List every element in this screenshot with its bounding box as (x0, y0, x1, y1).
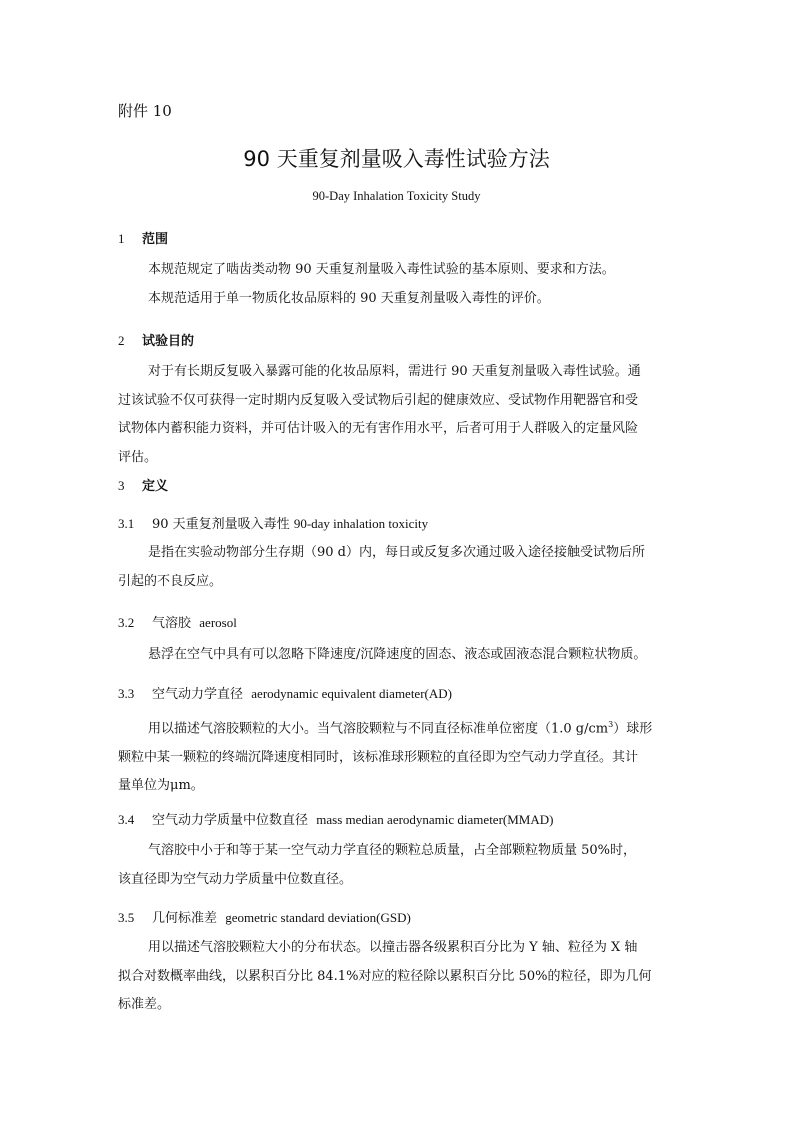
paragraph-line: 悬浮在空气中具有可以忽略下降速度/沉降速度的固态、液态或固液态混合颗粒状物质。 (148, 647, 647, 662)
section-2-heading (118, 330, 194, 349)
definition-3-4-heading (118, 809, 553, 828)
paragraph-line: 试物体内蓄积能力资料，并可估计吸入的无有害作用水平，后者可用于人群吸入的定量风险 (118, 421, 639, 436)
section-2-body (118, 358, 674, 472)
term-en: aerodynamic equivalent diameter(AD) (251, 686, 452, 701)
paragraph-line: 拟合对数概率曲线，以累积百分比 84.1%对应的粒径除以累积百分比 50%的粒径，即为几何 (118, 968, 652, 984)
definition-number: 3.1 (118, 516, 135, 531)
definition-number: 3.4 (118, 812, 135, 827)
text-run: ）球形 (613, 721, 653, 737)
section-title: 试验目的 (142, 334, 195, 349)
annex-label: 附件 10 (118, 102, 172, 120)
paragraph-line: 评估。 (118, 449, 158, 465)
definition-3-3-heading (118, 683, 452, 702)
definition-3-5-heading (118, 907, 411, 926)
paragraph-line: 量单位为μm。 (118, 778, 204, 794)
section-title: 范围 (142, 232, 169, 247)
paragraph-line: 用以描述气溶胶颗粒大小的分布状态。以撞击器各级累积百分比为 Y 轴、粒径为 X 轴 (148, 940, 638, 955)
section-number: 1 (118, 231, 125, 246)
section-1-heading (118, 228, 168, 247)
term-en: 90-day inhalation toxicity (293, 516, 429, 531)
definition-3-4-body (118, 837, 674, 894)
document-title: 90 天重复剂量吸入毒性试验方法 (243, 147, 550, 171)
definition-number: 3.3 (118, 686, 135, 701)
text-run: 用以描述气溶胶颗粒的大小。当气溶胶颗粒与不同直径标准单位密度（1.0 g/cm (148, 721, 609, 737)
paragraph-line (118, 711, 674, 744)
paragraph-line: 颗粒中某一颗粒的终端沉降速度相同时，该标准球形颗粒的直径即为空气动力学直径。其计 (118, 749, 639, 765)
section-number: 3 (118, 478, 125, 493)
paragraph: 本规范适用于单一物质化妆品原料的 90 天重复剂量吸入毒性的评价。 (148, 290, 550, 306)
definition-3-2-body (118, 641, 674, 670)
term-en: mass median aerodynamic diameter(MMAD) (316, 812, 554, 827)
paragraph-line: 引起的不良反应。 (118, 573, 223, 589)
definition-3-5-body (118, 934, 674, 1020)
definition-number: 3.5 (118, 910, 135, 925)
term-cn: 90 天重复剂量吸入毒性 (152, 517, 290, 532)
paragraph-line: 是指在实验动物部分生存期（90 d）内，每日或反复多次通过吸入途径接触受试物后所 (148, 545, 645, 560)
section-title: 定义 (142, 479, 169, 494)
paragraph: 本规范规定了啮齿类动物 90 天重复剂量吸入毒性试验的基本原则、要求和方法。 (148, 262, 615, 277)
paragraph-line: 标准差。 (118, 997, 171, 1012)
section-3-heading (118, 475, 168, 494)
term-cn: 几何标准差 (152, 911, 218, 926)
term-cn: 空气动力学质量中位数直径 (152, 813, 309, 828)
paragraph-line: 气溶胶中小于和等于某一空气动力学直径的颗粒总质量，占全部颗粒物质量 50%时， (148, 843, 637, 858)
paragraph-line: 过该试验不仅可获得一定时期内反复吸入受试物后引起的健康效应、受试物作用靶器官和受 (118, 392, 639, 408)
term-en: geometric standard deviation(GSD) (225, 910, 411, 925)
section-1-body (118, 256, 674, 313)
definition-3-1-body (118, 539, 674, 596)
term-en: aerosol (199, 615, 237, 630)
document-subtitle: 90-Day Inhalation Toxicity Study (312, 189, 481, 203)
paragraph-line: 该直径即为空气动力学质量中位数直径。 (118, 871, 353, 887)
paragraph-line: 对于有长期反复吸入暴露可能的化妆品原料，需进行 90 天重复剂量吸入毒性试验。通 (148, 364, 641, 379)
definition-number: 3.2 (118, 615, 135, 630)
definition-3-2-heading (118, 612, 237, 631)
term-cn: 气溶胶 (152, 616, 192, 631)
definition-3-3-body (118, 711, 674, 801)
superscript: 3 (608, 720, 614, 729)
term-cn: 空气动力学直径 (152, 687, 244, 702)
section-number: 2 (118, 333, 125, 348)
definition-3-1-heading (118, 513, 428, 532)
